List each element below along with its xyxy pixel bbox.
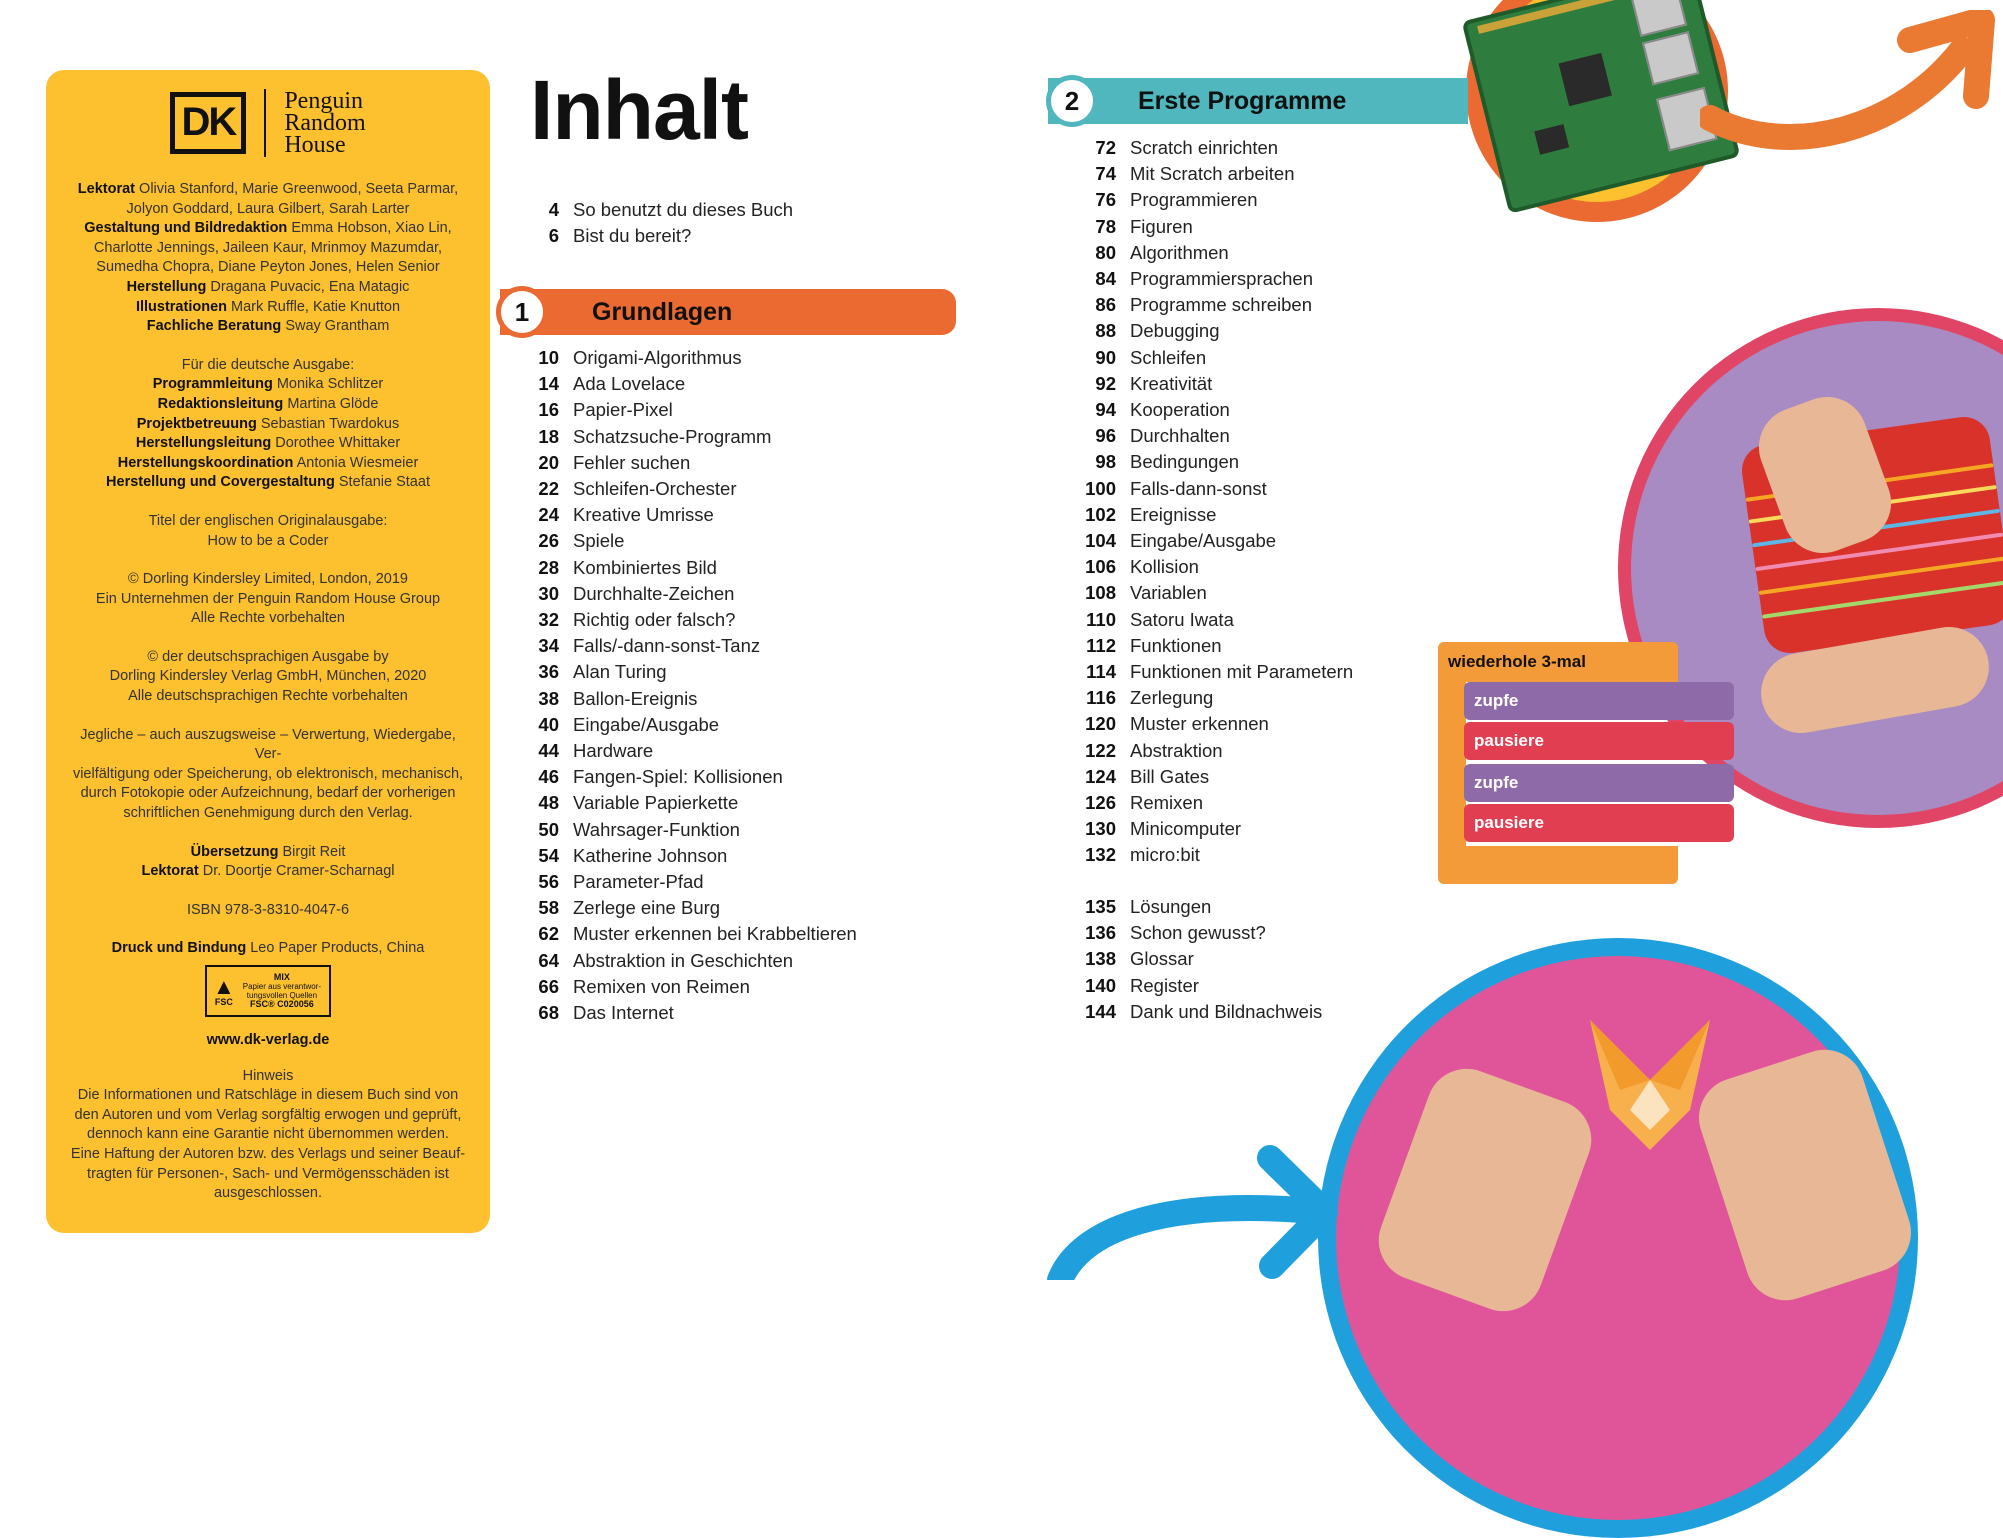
website-link[interactable]: www.dk-verlag.de bbox=[206, 1032, 330, 1048]
credit-names: Antonia Wiesmeier bbox=[296, 454, 419, 471]
penguin-random-house-logo bbox=[284, 90, 365, 156]
credit-names: Stefanie Staat bbox=[338, 474, 430, 491]
credit-names: Sway Grantham bbox=[285, 318, 390, 335]
credit-role: Lektorat bbox=[141, 863, 199, 880]
section-2-title: Erste Programme bbox=[1138, 86, 1347, 115]
toc-entry[interactable] bbox=[1074, 556, 1199, 578]
toc-entry[interactable] bbox=[531, 1002, 674, 1024]
toc-page-number: 28 bbox=[538, 556, 559, 578]
toc-entry[interactable] bbox=[1074, 948, 1194, 970]
toc-entry-title: Mit Scratch arbeiten bbox=[1130, 163, 1295, 185]
text-line: © der deutschsprachigen Ausgabe by bbox=[147, 648, 389, 665]
toc-entry-title: Glossar bbox=[1130, 948, 1194, 970]
toc-entry-title: Ada Lovelace bbox=[573, 373, 686, 395]
toc-entry[interactable] bbox=[531, 609, 735, 631]
toc-page-number: 4 bbox=[548, 199, 559, 220]
toc-entry-title: Programme schreiben bbox=[1130, 294, 1312, 316]
credit-role: Herstellungskoordination bbox=[117, 454, 294, 471]
text-line: Ein Unternehmen der Penguin Random House Group bbox=[95, 590, 441, 607]
toc-entry[interactable] bbox=[1074, 294, 1312, 316]
toc-entry[interactable] bbox=[531, 714, 719, 736]
toc-entry[interactable] bbox=[531, 871, 704, 893]
toc-entry[interactable] bbox=[1074, 582, 1207, 604]
toc-entry-title: Durchhalten bbox=[1130, 425, 1230, 447]
fsc-mix: MIX bbox=[273, 972, 290, 982]
toc-page-number: 14 bbox=[538, 373, 559, 395]
section-2-band bbox=[1048, 78, 1468, 124]
toc-entry[interactable] bbox=[531, 688, 697, 710]
credit-names: Dragana Puvacic, Ena Matagic bbox=[210, 278, 410, 295]
toc-entry-title: Abstraktion in Geschichten bbox=[573, 949, 794, 971]
toc-page-number: 108 bbox=[1085, 582, 1116, 604]
toc-entry-title: Kooperation bbox=[1130, 399, 1230, 420]
credit-names: Dorothee Whittaker bbox=[275, 435, 401, 452]
toc-entry-title: Origami-Algorithmus bbox=[573, 347, 742, 368]
toc-entry[interactable] bbox=[1074, 635, 1222, 657]
fsc-label bbox=[205, 965, 331, 1017]
toc-entry[interactable] bbox=[1074, 425, 1230, 447]
toc-page-number: 54 bbox=[538, 844, 559, 866]
toc-entry[interactable] bbox=[1074, 687, 1213, 709]
toc-page-number: 135 bbox=[1085, 896, 1116, 917]
text-line: ausgeschlossen. bbox=[213, 1185, 322, 1202]
toc-entry-title: Papier-Pixel bbox=[573, 399, 673, 421]
toc-entry-title: Variable Papierkette bbox=[573, 792, 739, 814]
arrow-orange-icon bbox=[1700, 10, 2000, 150]
toc-page-number: 32 bbox=[538, 609, 559, 630]
credit-role: Gestaltung und Bildredaktion bbox=[84, 220, 288, 237]
toc-entry[interactable] bbox=[531, 950, 793, 972]
toc-page-number: 20 bbox=[538, 451, 559, 473]
toc-entry-title: Bist du bereit? bbox=[573, 225, 692, 247]
credit-role: Illustrationen bbox=[135, 298, 227, 315]
credit-line bbox=[68, 434, 468, 454]
text-line: Alle Rechte vorbehalten bbox=[191, 610, 345, 627]
toc-entry-title: Eingabe/Ausgabe bbox=[1130, 530, 1277, 551]
toc-entry-title: Spiele bbox=[573, 530, 625, 552]
section-2-badge: 2 bbox=[1046, 75, 1098, 127]
scratch-repeat-block: wiederhole 3-mal bbox=[1438, 642, 1678, 682]
toc-entry-title: Programmieren bbox=[1130, 189, 1258, 211]
toc-entry-title: Ereignisse bbox=[1130, 503, 1217, 525]
scratch-command-block: zupfe bbox=[1464, 682, 1734, 720]
toc-entry-title: Schon gewusst? bbox=[1130, 922, 1266, 944]
toc-page-number: 26 bbox=[538, 530, 559, 552]
fsc-mark: FSC bbox=[214, 996, 233, 1007]
toc-entry[interactable] bbox=[531, 347, 742, 369]
toc-page-number: 18 bbox=[538, 425, 559, 447]
toc-page-number: 138 bbox=[1085, 948, 1116, 970]
toc-entry-title: Abstraktion bbox=[1130, 739, 1223, 761]
toc-page-number: 102 bbox=[1085, 503, 1116, 525]
translation-credit bbox=[68, 843, 468, 863]
toc-entry[interactable] bbox=[1074, 975, 1199, 997]
toc-entry-title: Debugging bbox=[1130, 320, 1220, 342]
toc-page-number: 86 bbox=[1095, 294, 1116, 316]
credit-names: Birgit Reit bbox=[282, 843, 346, 860]
toc-entry-title: Scratch einrichten bbox=[1130, 137, 1279, 158]
toc-entry-title: Remixen von Reimen bbox=[573, 975, 750, 997]
toc-page-number: 110 bbox=[1086, 608, 1116, 630]
toc-page-number: 76 bbox=[1095, 189, 1116, 211]
print-credit bbox=[68, 939, 468, 959]
credit-line bbox=[68, 454, 468, 474]
toc-page-number: 90 bbox=[1095, 346, 1116, 368]
toc-entry-title: Zerlegung bbox=[1130, 687, 1214, 709]
toc-entry-title: Parameter-Pfad bbox=[573, 871, 704, 892]
toc-page-number: 112 bbox=[1086, 634, 1116, 656]
toc-entry[interactable] bbox=[531, 897, 720, 919]
text-line: How to be a Coder bbox=[207, 532, 329, 549]
credit-line bbox=[68, 473, 468, 493]
toc-page-number: 92 bbox=[1095, 372, 1116, 394]
toc-page-number: 44 bbox=[538, 740, 559, 761]
toc-entry-title: Zerlege eine Burg bbox=[573, 897, 721, 919]
toc-entry[interactable] bbox=[1074, 661, 1353, 683]
original-title bbox=[68, 512, 468, 551]
toc-page-number: 98 bbox=[1095, 451, 1116, 473]
logo-line: Random bbox=[284, 110, 366, 136]
fsc-text bbox=[241, 973, 323, 1009]
text-line: Alle deutschsprachigen Rechte vorbehalten bbox=[128, 688, 408, 705]
toc-page-number: 144 bbox=[1085, 1000, 1116, 1022]
isbn: ISBN 978-3-8310-4047-6 bbox=[186, 901, 350, 918]
toc-entry[interactable] bbox=[531, 557, 717, 579]
text-line: vielfältigung oder Speicherung, ob elektronisch, mechanisch, bbox=[72, 765, 464, 782]
toc-entry[interactable] bbox=[1074, 922, 1266, 944]
credit-role: Übersetzung bbox=[190, 843, 279, 860]
copyright-de bbox=[68, 648, 468, 707]
credit-names: Olivia Stanford, Marie Greenwood, Seeta Parmar, Jolyon Goddard, Laura Gilbert, Sarah Larter bbox=[126, 181, 459, 217]
scratch-repeat-side bbox=[1438, 680, 1466, 848]
credit-names: Emma Hobson, Xiao Lin, Charlotte Jennings, Jaileen Kaur, Mrinmoy Mazumdar, Sumedha Chopra, Diane Peyton Jones, Helen Senior bbox=[93, 220, 452, 276]
page-title: Inhalt bbox=[530, 63, 748, 157]
credit-role: Lektorat bbox=[77, 181, 136, 197]
toc-page-number: 140 bbox=[1085, 974, 1116, 996]
scratch-command-block: pausiere bbox=[1464, 722, 1734, 760]
text-line: tragten für Personen-, Sach- und Vermögensschäden ist bbox=[87, 1165, 449, 1182]
origami-fox-icon bbox=[1580, 1010, 1720, 1160]
toc-entry-title: Muster erkennen bbox=[1130, 713, 1269, 735]
text-line: Die Informationen und Ratschläge in diesem Buch sind von bbox=[77, 1087, 459, 1104]
credit-names: Martina Glöde bbox=[287, 395, 379, 412]
arrow-blue-icon bbox=[1040, 1140, 1340, 1280]
text-line: Titel der englischen Originalausgabe: bbox=[148, 512, 388, 529]
german-edition-label: Für die deutsche Ausgabe: bbox=[181, 356, 355, 373]
toc-entry-title: Kreative Umrisse bbox=[573, 504, 714, 526]
toc-page-number: 56 bbox=[538, 871, 559, 892]
toc-entry[interactable] bbox=[1074, 320, 1220, 342]
toc-page-number: 122 bbox=[1085, 739, 1116, 761]
text-line: dennoch kann eine Garantie nicht übernommen werden. bbox=[87, 1126, 449, 1143]
toc-page-number: 126 bbox=[1085, 792, 1116, 813]
text-line: © Dorling Kindersley Limited, London, 2019 bbox=[128, 571, 408, 588]
toc-entry[interactable] bbox=[531, 819, 740, 841]
credit-role: Herstellung bbox=[126, 278, 207, 295]
toc-entry[interactable] bbox=[1074, 713, 1269, 735]
text-line: durch Fotokopie oder Aufzeichnung, bedarf der vorherigen bbox=[80, 785, 456, 802]
toc-entry-title: Falls/-dann-sonst-Tanz bbox=[573, 635, 761, 657]
credit-role: Druck und Bindung bbox=[111, 940, 247, 957]
toc-page-number: 50 bbox=[538, 818, 559, 840]
toc-entry[interactable] bbox=[1074, 1001, 1322, 1023]
toc-page-number: 130 bbox=[1085, 818, 1116, 840]
toc-page-number: 46 bbox=[538, 766, 559, 788]
toc-entry-title: Lösungen bbox=[1130, 896, 1212, 917]
toc-entry-title: Eingabe/Ausgabe bbox=[573, 713, 720, 735]
text-line: den Autoren und vom Verlag sorgfältig erwogen und geprüft, bbox=[74, 1106, 462, 1123]
publisher-logo bbox=[68, 84, 468, 162]
credits-german bbox=[68, 375, 468, 493]
toc-entry-title: Schleifen-Orchester bbox=[573, 478, 737, 499]
toc-entry[interactable] bbox=[1074, 818, 1241, 840]
toc-entry-title: Durchhalte-Zeichen bbox=[573, 582, 735, 604]
credit-role: Projektbetreuung bbox=[136, 415, 257, 432]
text-line: Jegliche – auch auszugsweise – Verwertung, Wiedergabe, Ver- bbox=[80, 726, 456, 763]
toc-entry-title: Bill Gates bbox=[1130, 765, 1210, 787]
credit-line bbox=[68, 219, 468, 278]
toc-page-number: 38 bbox=[538, 687, 559, 709]
toc-entry[interactable] bbox=[1074, 399, 1230, 421]
toc-entry[interactable] bbox=[1074, 216, 1193, 238]
scratch-command-block: zupfe bbox=[1464, 764, 1734, 802]
toc-entry[interactable] bbox=[531, 399, 673, 421]
logo-line: Penguin bbox=[284, 88, 363, 114]
toc-entry-title: Fangen-Spiel: Kollisionen bbox=[573, 766, 783, 788]
toc-page-number: 78 bbox=[1095, 215, 1116, 237]
toc-page-number: 40 bbox=[538, 713, 559, 735]
toc-entry-title: Kombiniertes Bild bbox=[573, 556, 717, 578]
toc-entry-title: Ballon-Ereignis bbox=[573, 687, 698, 709]
logo-divider bbox=[264, 89, 266, 157]
toc-page-number: 124 bbox=[1085, 765, 1116, 787]
toc-entry-title: Funktionen mit Parametern bbox=[1130, 661, 1354, 682]
fsc-tree-icon: ▲ FSC bbox=[213, 973, 235, 1007]
toc-entry[interactable] bbox=[531, 661, 667, 683]
toc-entry-title: Kollision bbox=[1130, 556, 1199, 578]
scratch-command-block: pausiere bbox=[1464, 804, 1734, 842]
toc-entry-title: Programmiersprachen bbox=[1130, 268, 1314, 289]
toc-entry-title: Schatzsuche-Programm bbox=[573, 425, 772, 447]
fsc-code: FSC® C020056 bbox=[250, 999, 314, 1009]
toc-entry[interactable] bbox=[1074, 189, 1258, 211]
dk-logo-icon: DK bbox=[170, 92, 246, 154]
toc-entry[interactable] bbox=[531, 530, 624, 552]
toc-page-number: 114 bbox=[1086, 661, 1116, 682]
toc-entry-title: Variablen bbox=[1130, 582, 1207, 604]
credit-role: Programmleitung bbox=[152, 376, 273, 393]
toc-entry-title: Kreativität bbox=[1130, 372, 1213, 394]
toc-entry[interactable] bbox=[1074, 792, 1203, 814]
circuit-board-icon bbox=[1462, 0, 1741, 214]
toc-entry-title: So benutzt du dieses Buch bbox=[573, 199, 794, 220]
text-line: Eine Haftung der Autoren bzw. des Verlags und seiner Beauf- bbox=[70, 1145, 466, 1162]
toc-page-number: 120 bbox=[1085, 713, 1116, 735]
credit-line bbox=[68, 278, 468, 298]
toc-page-number: 80 bbox=[1095, 241, 1116, 263]
toc-page-number: 84 bbox=[1095, 268, 1116, 289]
credit-role: Herstellungsleitung bbox=[135, 435, 272, 452]
toc-page-number: 106 bbox=[1085, 556, 1116, 578]
toc-page-number: 22 bbox=[538, 478, 559, 499]
scratch-repeat-end bbox=[1438, 846, 1678, 884]
toc-entry-title: Das Internet bbox=[573, 1002, 674, 1023]
section-1-badge: 1 bbox=[496, 286, 548, 338]
toc-page-number: 74 bbox=[1095, 163, 1116, 185]
notice-title: Hinweis bbox=[242, 1067, 294, 1084]
toc-entry[interactable] bbox=[1074, 504, 1216, 526]
toc-page-number: 66 bbox=[538, 975, 559, 997]
toc-entry-title: Algorithmen bbox=[1130, 241, 1229, 263]
credit-names: Dr. Doortje Cramer-Scharnagl bbox=[202, 863, 395, 880]
editing-credit bbox=[68, 862, 468, 882]
toc-entry[interactable] bbox=[531, 583, 734, 605]
toc-page-number: 48 bbox=[538, 792, 559, 814]
toc-entry-title: micro:bit bbox=[1130, 844, 1200, 866]
credit-line bbox=[68, 317, 468, 337]
text-line: schriftlichen Genehmigung durch den Verlag. bbox=[123, 805, 413, 822]
fsc-description: Papier aus verantwor-tungsvollen Quellen bbox=[242, 982, 322, 1000]
toc-entry[interactable] bbox=[1074, 242, 1229, 264]
section-1-title: Grundlagen bbox=[592, 297, 733, 326]
toc-entry-title: Falls-dann-sonst bbox=[1130, 477, 1267, 499]
toc-entry[interactable] bbox=[531, 373, 685, 395]
toc-page-number: 72 bbox=[1095, 137, 1116, 158]
credit-line bbox=[68, 180, 468, 219]
toc-entry[interactable] bbox=[531, 740, 653, 762]
toc-entry[interactable] bbox=[531, 452, 690, 474]
toc-entry[interactable] bbox=[1074, 478, 1267, 500]
toc-entry[interactable] bbox=[1074, 137, 1278, 159]
credit-line bbox=[68, 298, 468, 318]
toc-entry-title: Funktionen bbox=[1130, 634, 1222, 656]
toc-entry-title: Hardware bbox=[573, 740, 654, 761]
toc-entry[interactable] bbox=[1074, 766, 1209, 788]
toc-page-number: 34 bbox=[538, 635, 559, 657]
toc-entry[interactable] bbox=[531, 923, 857, 945]
credit-line bbox=[68, 415, 468, 435]
toc-entry[interactable] bbox=[531, 845, 727, 867]
toc-page-number: 100 bbox=[1085, 477, 1116, 499]
toc-entry[interactable] bbox=[531, 504, 714, 526]
credit-names: Mark Ruffle, Katie Knutton bbox=[231, 298, 401, 315]
toc-page-number: 132 bbox=[1085, 844, 1116, 866]
toc-entry[interactable] bbox=[531, 199, 793, 221]
toc-entry[interactable] bbox=[1074, 740, 1223, 762]
toc-page-number: 36 bbox=[538, 661, 559, 683]
notice-text bbox=[68, 1086, 468, 1204]
credit-names: Monika Schlitzer bbox=[276, 376, 384, 393]
toc-entry-title: Bedingungen bbox=[1130, 451, 1240, 473]
toc-entry-title: Schleifen bbox=[1130, 346, 1207, 368]
toc-page-number: 62 bbox=[538, 923, 559, 945]
credit-names: Leo Paper Products, China bbox=[250, 940, 425, 957]
toc-entry-title: Wahrsager-Funktion bbox=[573, 818, 740, 840]
toc-entry-title: Register bbox=[1130, 974, 1199, 996]
toc-page-number: 68 bbox=[538, 1002, 559, 1023]
toc-page-number: 94 bbox=[1095, 399, 1116, 420]
toc-page-number: 116 bbox=[1086, 687, 1116, 709]
toc-entry[interactable] bbox=[1074, 268, 1313, 290]
toc-entry[interactable] bbox=[1074, 609, 1234, 631]
text-line: Dorling Kindersley Verlag GmbH, München, 2020 bbox=[109, 668, 427, 685]
toc-entry[interactable] bbox=[1074, 451, 1239, 473]
toc-entry[interactable] bbox=[1074, 163, 1295, 185]
toc-entry-title: Muster erkennen bei Krabbeltieren bbox=[573, 923, 857, 945]
toc-page-number: 58 bbox=[538, 897, 559, 919]
toc-entry[interactable] bbox=[531, 225, 691, 247]
toc-entry[interactable] bbox=[531, 426, 771, 448]
toc-entry[interactable] bbox=[531, 478, 736, 500]
imprint-sidebar bbox=[46, 70, 490, 1233]
toc-page-number: 16 bbox=[538, 399, 559, 421]
legal-notice bbox=[68, 726, 468, 824]
credit-role: Herstellung und Covergestaltung bbox=[106, 474, 335, 491]
toc-page-number: 24 bbox=[538, 504, 559, 526]
toc-entry[interactable] bbox=[1074, 844, 1200, 866]
credit-line bbox=[68, 375, 468, 395]
toc-entry-title: Richtig oder falsch? bbox=[573, 609, 736, 630]
credit-role: Redaktionsleitung bbox=[157, 395, 284, 412]
toc-entry-title: Fehler suchen bbox=[573, 451, 691, 473]
toc-entry[interactable] bbox=[531, 766, 783, 788]
toc-page-number: 104 bbox=[1085, 530, 1116, 551]
copyright-uk bbox=[68, 570, 468, 629]
toc-entry[interactable] bbox=[531, 976, 750, 998]
toc-entry[interactable] bbox=[1074, 530, 1276, 552]
toc-entry-title: Minicomputer bbox=[1130, 818, 1242, 840]
toc-entry-title: Figuren bbox=[1130, 215, 1193, 237]
credit-line bbox=[68, 395, 468, 415]
toc-entry[interactable] bbox=[1074, 896, 1211, 918]
toc-entry[interactable] bbox=[531, 635, 760, 657]
credits-original bbox=[68, 180, 468, 337]
toc-page-number: 6 bbox=[548, 225, 559, 247]
toc-entry-title: Katherine Johnson bbox=[573, 844, 728, 866]
toc-page-number: 88 bbox=[1095, 320, 1116, 342]
toc-entry-title: Remixen bbox=[1130, 792, 1203, 813]
section-1-band bbox=[500, 289, 956, 335]
toc-page-number: 64 bbox=[538, 949, 559, 971]
toc-entry[interactable] bbox=[531, 792, 738, 814]
toc-page-number: 96 bbox=[1095, 425, 1116, 447]
toc-page-number: 136 bbox=[1085, 922, 1116, 944]
toc-entry-title: Alan Turing bbox=[573, 661, 667, 683]
toc-entry[interactable] bbox=[1074, 347, 1206, 369]
credit-role: Fachliche Beratung bbox=[146, 318, 282, 335]
credit-names: Sebastian Twardokus bbox=[260, 415, 400, 432]
toc-page-number: 30 bbox=[538, 582, 559, 604]
toc-entry[interactable] bbox=[1074, 373, 1212, 395]
logo-line: House bbox=[284, 132, 346, 158]
toc-entry-title: Dank und Bildnachweis bbox=[1130, 1000, 1323, 1022]
toc-entry-title: Satoru Iwata bbox=[1130, 608, 1234, 630]
toc-page-number: 10 bbox=[538, 347, 559, 368]
